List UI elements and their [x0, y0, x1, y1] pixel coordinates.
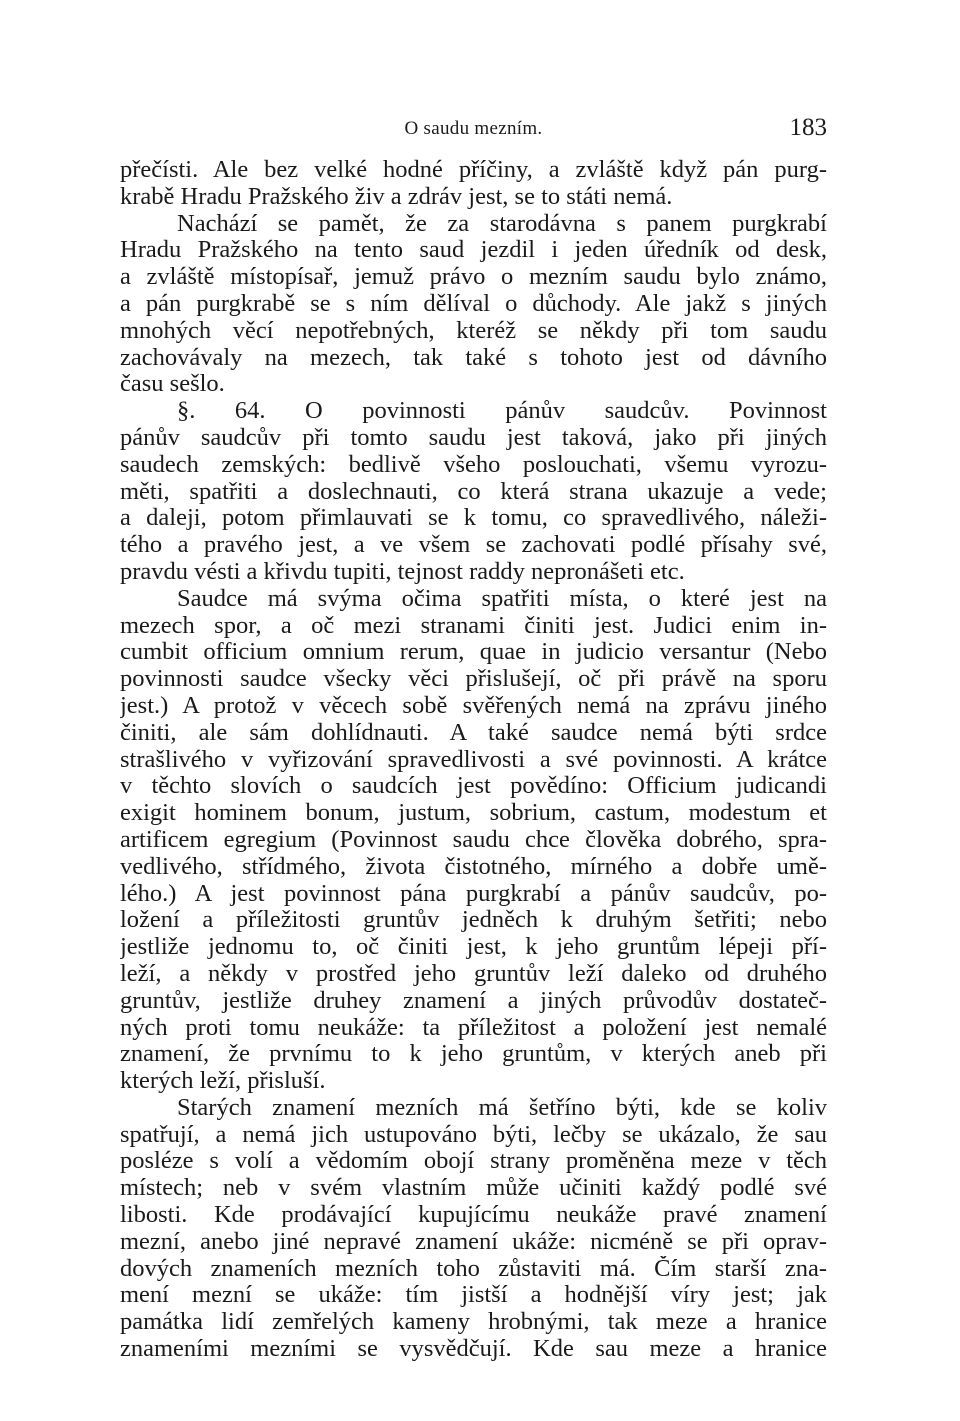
- text-line: mezech spor, a oč mezi stranami činiti jest. Judici enim in-: [120, 612, 827, 639]
- text-line: kterých leží, přisluší.: [120, 1068, 326, 1095]
- text-line: mení mezní se ukáže: tím jistší a hodnější víry jest; jak: [120, 1282, 827, 1309]
- text-line: pravdu vésti a křivdu tupiti, tejnost raddy nepronášeti etc.: [120, 558, 685, 585]
- text-line: znameními mezními se vysvědčují. Kde sau meze a hranice: [120, 1336, 827, 1363]
- text-line: saudech zemských: bedlivě všeho poslouchati, všemu vyrozu-: [120, 451, 827, 478]
- text-line: místech; neb v svém vlastním může učiniti každý podlé své: [120, 1175, 827, 1202]
- text-line: §. 64. O povinnosti pánův saudcův. Povinnost: [177, 398, 827, 425]
- text-line: znamení, že prvnímu to k jeho gruntům, v kterých aneb při: [120, 1041, 827, 1068]
- text-line: exigit hominem bonum, justum, sobrium, castum, modestum et: [120, 800, 827, 827]
- text-line: a pán purgkrabě se s ním dělíval o důchody. Ale jakž s jiných: [120, 290, 827, 317]
- text-line: Nachází se pamět, že za starodávna s panem purgkrabí: [177, 210, 827, 237]
- text-line: posléze s volí a vědomím obojí strany proměněna meze v těch: [120, 1148, 827, 1175]
- text-line: dových znameních mezních toho zůstaviti má. Čím starší zna-: [120, 1255, 827, 1282]
- text-line: zachovávaly na mezech, tak také s tohoto jest od dávního: [120, 344, 827, 371]
- text-line: leží, a někdy v prostřed jeho gruntův leží daleko od druhého: [120, 960, 827, 987]
- text-line: a daleji, potom přimlauvati se k tomu, co spravedlivého, náleži-: [120, 505, 827, 532]
- text-line: v těchto slovích o saudcích jest povědíno: Officium judicandi: [120, 773, 827, 800]
- text-line: ných proti tomu neukáže: ta příležitost a položení jest nemalé: [120, 1014, 827, 1041]
- text-line: krabě Hradu Pražského živ a zdráv jest, se to státi nemá.: [120, 183, 673, 210]
- text-line: mezní, anebo jiné nepravé znamení ukáže: nicméně se při oprav-: [120, 1228, 827, 1255]
- running-title: O saudu mezním.: [404, 118, 543, 139]
- text-line: gruntův, jestliže druhey znamení a jiných průvodův dostateč-: [120, 987, 827, 1014]
- body-text: [120, 157, 827, 1363]
- page-header: [120, 114, 827, 148]
- text-line: strašlivého v vyřizování spravedlivosti a své povinnosti. A krátce: [120, 746, 827, 773]
- text-line: spatřují, a nemá jich ustupováno býti, lečby se ukázalo, že sau: [120, 1121, 827, 1148]
- text-line: jest.) A protož v věcech sobě svěřených nemá na zprávu jiného: [120, 692, 827, 719]
- text-line: jestliže jednomu to, oč činiti jest, k jeho gruntům lépeji pří-: [120, 934, 827, 961]
- text-line: artificem egregium (Povinnost saudu chce člověka dobrého, spra-: [120, 826, 827, 853]
- text-line: Starých znamení mezních má šetříno býti, kde se koliv: [177, 1094, 827, 1121]
- text-line: Saudce má svýma očima spatřiti místa, o které jest na: [177, 585, 827, 612]
- text-line: povinnosti saudce všecky věci přislušejí, oč při právě na sporu: [120, 666, 827, 693]
- text-line: mnohých věcí nepotřebných, kteréž se někdy při tom saudu: [120, 317, 827, 344]
- text-line: tého a pravého jest, a ve všem se zachovati podlé přísahy své,: [120, 532, 827, 559]
- text-line: vedlivého, střídmého, života čistotného, mírného a dobře umě-: [120, 853, 827, 880]
- text-line: a zvláště místopísař, jemuž právo o mezním saudu bylo známo,: [120, 264, 827, 291]
- page-number: 183: [789, 114, 827, 141]
- text-line: přečísti. Ale bez velké hodné příčiny, a zvláště když pán purg-: [120, 157, 827, 183]
- text-line: činiti, ale sám dohlídnauti. A také saudce nemá býti srdce: [120, 719, 827, 746]
- text-line: měti, spatřiti a doslechnauti, co která strana ukazuje a vede;: [120, 478, 827, 505]
- text-line: času sešlo.: [120, 371, 225, 398]
- text-line: pánův saudcův při tomto saudu jest taková, jako při jiných: [120, 424, 827, 451]
- text-line: cumbit officium omnium rerum, quae in judicio versantur (Nebo: [120, 639, 827, 666]
- text-line: památka lidí zemřelých kameny hrobnými, tak meze a hranice: [120, 1309, 827, 1336]
- text-line: Hradu Pražského na tento saud jezdil i jeden úředník od desk,: [120, 237, 827, 264]
- text-line: lého.) A jest povinnost pána purgkrabí a pánův saudcův, po-: [120, 880, 827, 907]
- text-line: ložení a příležitosti gruntův jedněch k druhým šetřiti; nebo: [120, 907, 827, 934]
- text-line: libosti. Kde prodávající kupujícímu neukáže pravé znamení: [120, 1202, 827, 1229]
